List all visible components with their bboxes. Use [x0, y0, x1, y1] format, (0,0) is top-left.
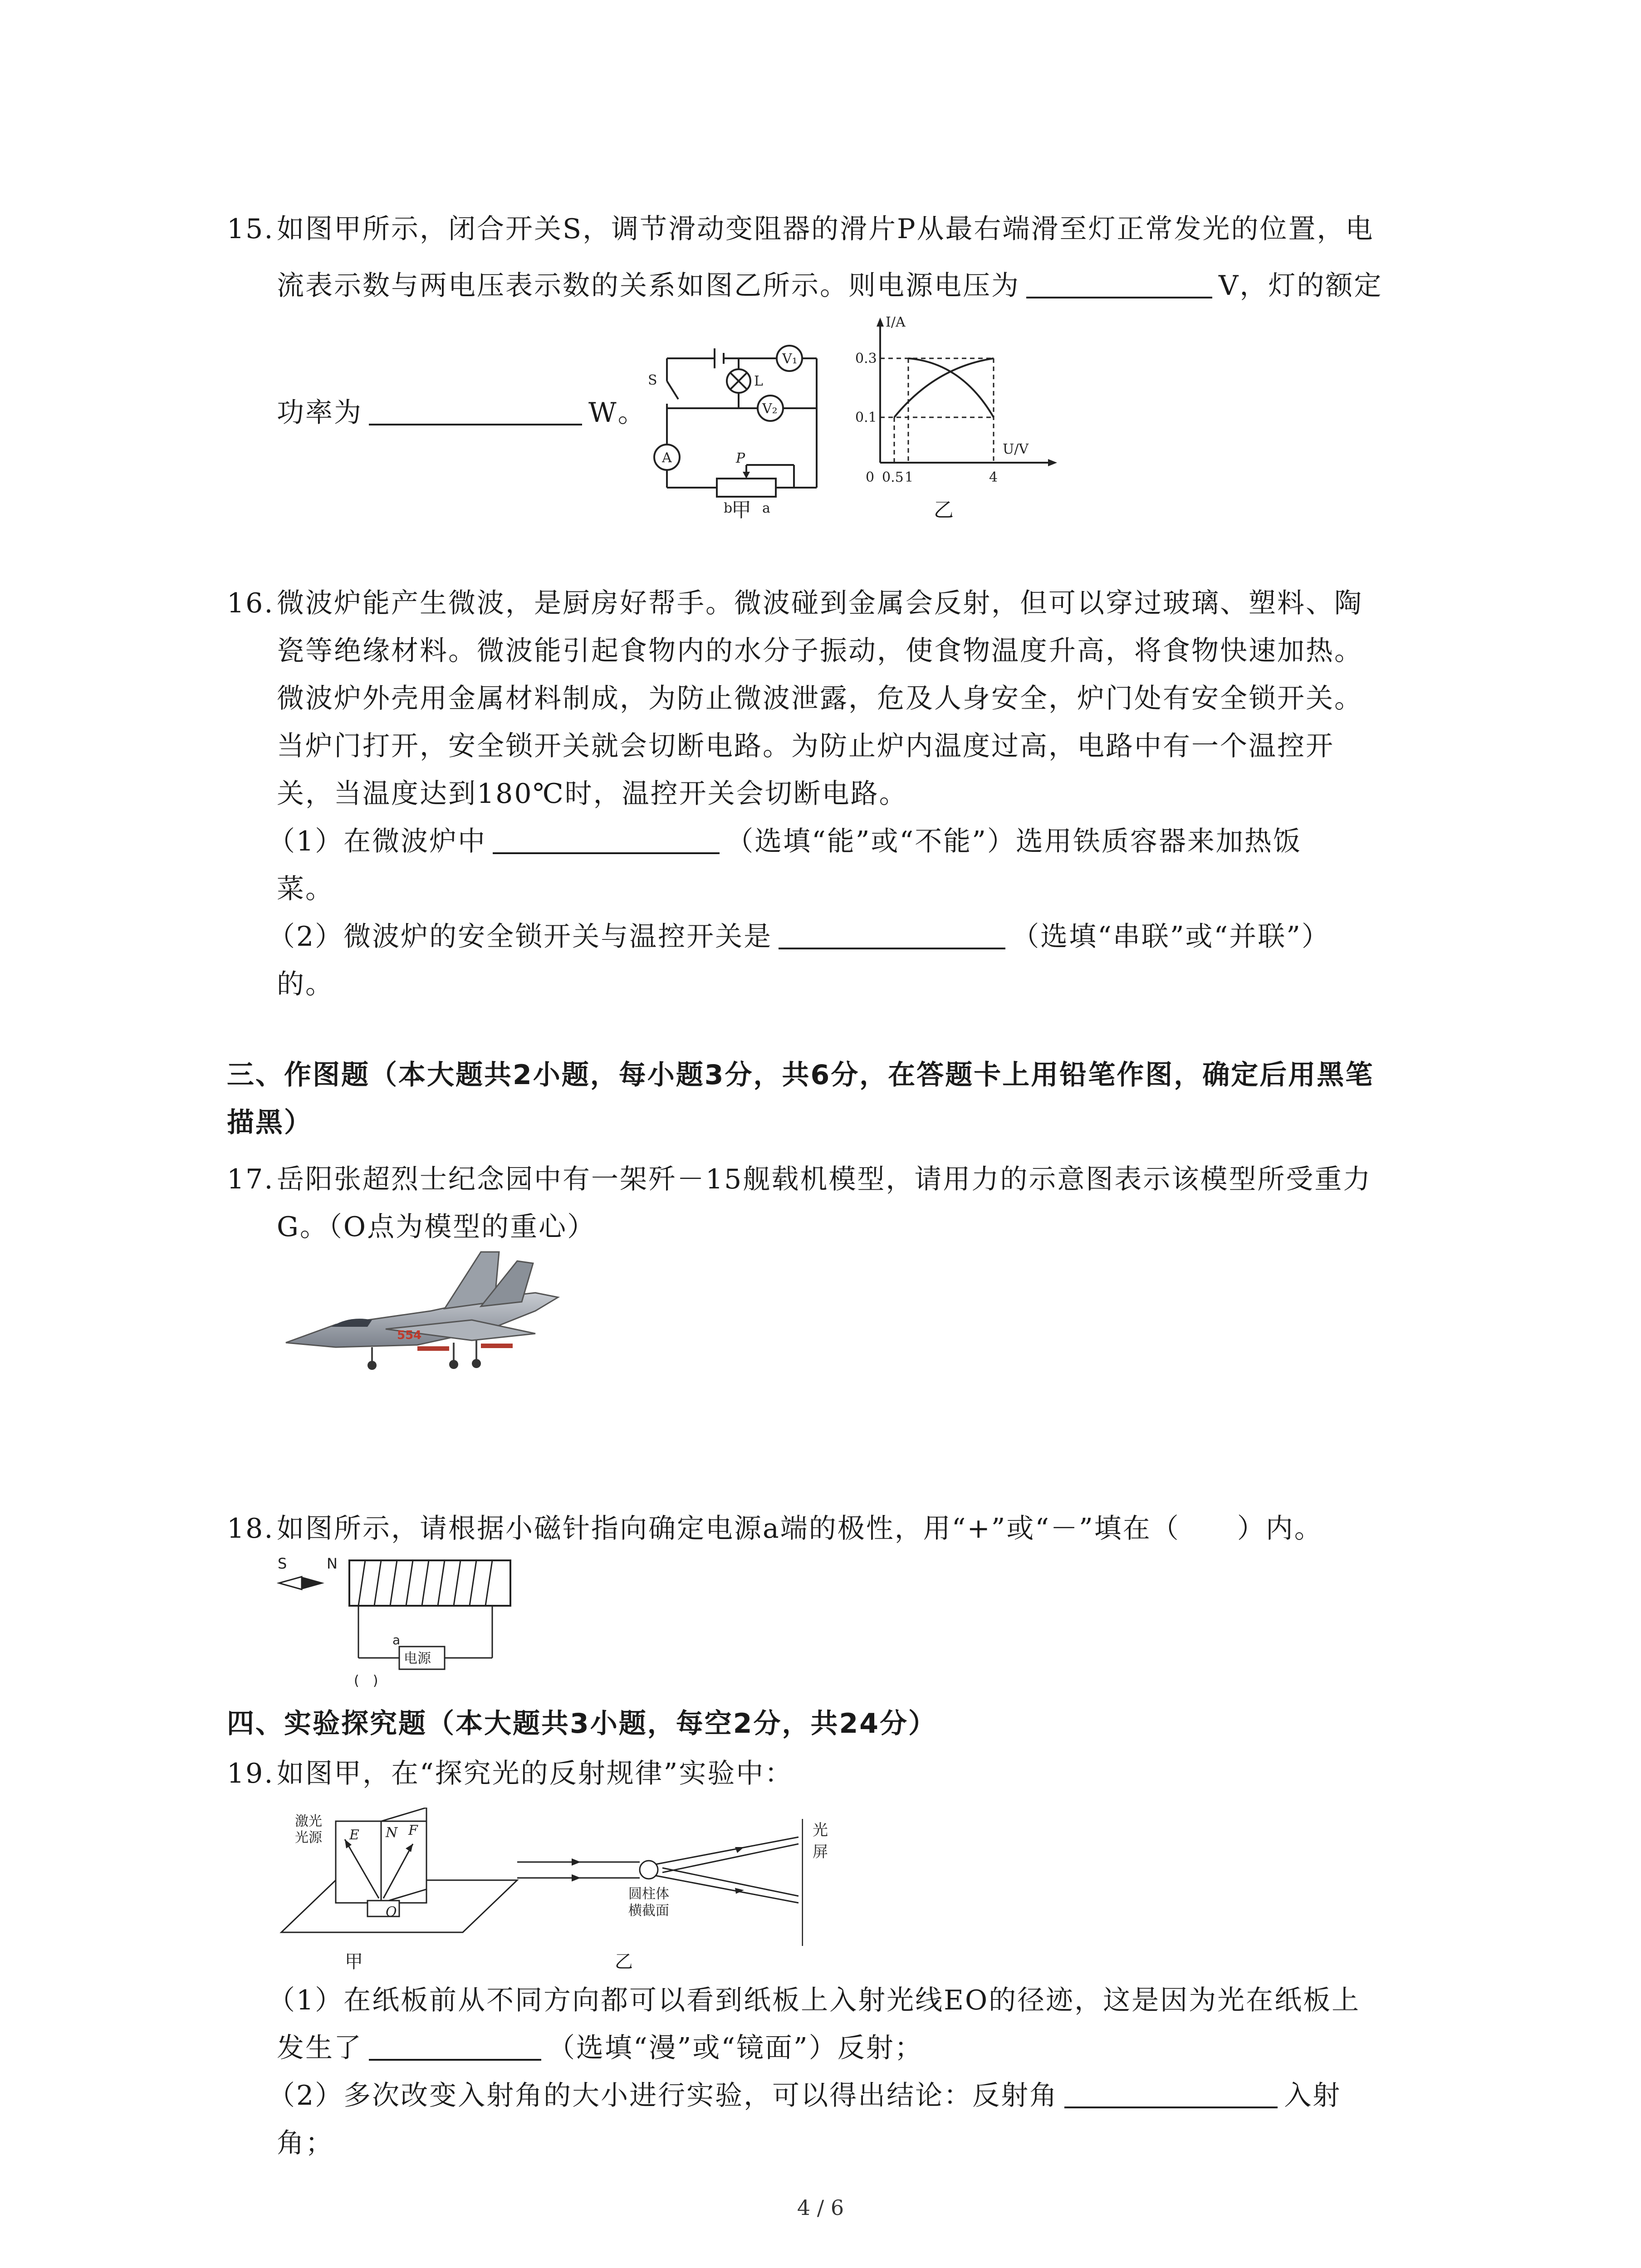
q16-sub2: （2）微波炉的安全锁开关与温控开关是 （选填“串联”或“并联”）: [268, 921, 1330, 953]
q16-sub1: （1）在微波炉中 （选填“能”或“不能”）选用铁质容器来加热饭: [268, 826, 1302, 857]
fig15-yi-caption: 乙: [934, 499, 955, 522]
q16-sub1-end: 菜。: [277, 873, 334, 905]
q15-number: 15.: [227, 213, 274, 245]
reflection-setup-jia: [277, 1808, 522, 1948]
circuit-diagram-jia: [631, 331, 853, 522]
answer-blank[interactable]: [1026, 269, 1212, 298]
compass-needle-n-icon: [302, 1577, 324, 1589]
svg-text:N: N: [386, 1825, 398, 1841]
screen-label: [810, 1819, 837, 1873]
svg-text:屏: 屏: [813, 1843, 828, 1861]
svg-text:E: E: [349, 1827, 359, 1843]
compass-needle-s-icon: [279, 1577, 302, 1589]
svg-text:V₁: V₁: [782, 351, 798, 367]
svg-text:圆柱体: 圆柱体: [628, 1886, 669, 1902]
svg-text:A: A: [662, 450, 672, 466]
svg-text:激光: 激光: [295, 1813, 322, 1829]
svg-text:I/A: I/A: [886, 314, 906, 330]
svg-text:0.3: 0.3: [855, 351, 877, 367]
q15-line2: 流表示数与两电压表示数的关系如图乙所示。则电源电压为 V，灯的额定: [277, 270, 1383, 302]
svg-text:U/V: U/V: [1003, 441, 1029, 457]
q16-line5: 关，当温度达到180℃时，温控开关会切断电路。: [277, 778, 908, 810]
q17-number: 17.: [227, 1163, 274, 1195]
svg-text:横截面: 横截面: [628, 1903, 669, 1919]
q16-number: 16.: [227, 587, 274, 619]
svg-text:光: 光: [813, 1821, 828, 1839]
fig19-jia-caption: 甲: [345, 1951, 364, 1972]
reflection-svg: [277, 1808, 522, 1948]
graph-yi: [853, 313, 1071, 494]
svg-text:S: S: [648, 372, 657, 388]
q18-line1: 18.如图所示，请根据小磁针指向确定电源a端的极性，用“+”或“－”填在（ ）内。: [227, 1510, 1323, 1547]
svg-text:0.5: 0.5: [882, 469, 904, 485]
answer-blank[interactable]: [369, 396, 582, 425]
svg-text:O: O: [386, 1904, 397, 1920]
solenoid-svg: [277, 1551, 531, 1696]
answer-blank[interactable]: [779, 920, 1005, 949]
answer-blank[interactable]: [1064, 2079, 1278, 2108]
solenoid-diagram: [277, 1551, 531, 1696]
svg-text:V₂: V₂: [762, 401, 778, 417]
q15-line3: 功率为 W。: [277, 397, 647, 429]
q19-sub1-cont: 发生了 （选填“漫”或“镜面”）反射；: [277, 2032, 923, 2064]
q19-sub2-end: 角；: [277, 2127, 334, 2159]
section3-heading: 三、作图题（本大题共2小题，每小题3分，共6分，在答题卡上用铅笔作图，确定后用黑笔: [227, 1059, 1374, 1091]
svg-text:554: 554: [397, 1329, 422, 1342]
cylinder-svg: [513, 1819, 803, 1946]
q18-number: 18.: [227, 1513, 274, 1545]
svg-text:a: a: [762, 500, 770, 516]
q19-sub1: （1）在纸板前从不同方向都可以看到纸板上入射光线EO的径迹，这是因为光在纸板上: [268, 1984, 1361, 2016]
circuit-svg: [631, 331, 853, 522]
jet-svg: [281, 1243, 581, 1379]
fig19-yi-caption: 乙: [615, 1951, 634, 1972]
q19-sub2: （2）多次改变入射角的大小进行实验，可以得出结论：反射角 入射: [268, 2080, 1342, 2112]
svg-text:1: 1: [905, 469, 914, 485]
svg-text:4: 4: [989, 469, 998, 485]
cylinder-setup-yi: [513, 1819, 803, 1946]
fighter-jet-model-image: [281, 1243, 581, 1379]
iu-graph-svg: [853, 313, 1071, 494]
fig15-jia-caption: 甲: [731, 499, 753, 522]
q17-line1: 17.岳阳张超烈士纪念园中有一架歼－15舰载机模型，请用力的示意图表示该模型所受重力: [227, 1161, 1372, 1198]
x-arrow-icon: [1048, 459, 1057, 466]
ray-arrow-icon: [572, 1874, 581, 1882]
svg-text:L: L: [754, 373, 763, 389]
svg-text:0: 0: [866, 469, 875, 485]
svg-text:0.1: 0.1: [855, 410, 877, 425]
q16-line4: 当炉门打开，安全锁开关就会切断电路。为防止炉内温度过高，电路中有一个温控开: [277, 730, 1334, 762]
svg-text:a: a: [392, 1633, 401, 1647]
svg-text:F: F: [408, 1823, 418, 1838]
svg-text:b: b: [724, 500, 733, 516]
svg-text:N: N: [327, 1555, 338, 1572]
svg-text:S: S: [278, 1555, 287, 1572]
section4-heading: 四、实验探究题（本大题共3小题，每空2分，共24分）: [227, 1708, 937, 1740]
svg-text:P: P: [736, 450, 745, 466]
q17-line2: G。（O点为模型的重心）: [277, 1211, 596, 1243]
q16-line3: 微波炉外壳用金属材料制成，为防止微波泄露，危及人身安全，炉门处有安全锁开关。: [277, 683, 1363, 714]
svg-text:电源: 电源: [404, 1651, 431, 1667]
q19-line1: 19.如图甲，在“探究光的反射规律”实验中：: [227, 1755, 793, 1792]
q16-line1: 16.微波炉能产生微波，是厨房好帮手。微波碰到金属会反射，但可以穿过玻璃、塑料、陶: [227, 585, 1363, 621]
q19-number: 19.: [227, 1758, 274, 1789]
q16-line2: 瓷等绝缘材料。微波能引起食物内的水分子振动，使食物温度升高，将食物快速加热。: [277, 635, 1363, 667]
svg-text:光源: 光源: [295, 1830, 322, 1846]
slider-arrow-icon: [743, 472, 750, 479]
page-number: 4 / 6: [797, 2195, 844, 2220]
answer-blank[interactable]: [493, 825, 720, 854]
section3-heading-cont: 描黑）: [227, 1107, 313, 1139]
svg-text:( ): ( ): [354, 1673, 378, 1689]
q16-sub2-end: 的。: [277, 968, 334, 1000]
y-arrow-icon: [877, 318, 884, 327]
ray-arrow-icon: [735, 1847, 744, 1853]
q15-line1: 15.如图甲所示，闭合开关S，调节滑动变阻器的滑片P从最右端滑至灯正常发光的位置，电: [227, 211, 1374, 247]
answer-blank[interactable]: [369, 2032, 541, 2061]
ray-arrow-icon: [572, 1858, 581, 1866]
